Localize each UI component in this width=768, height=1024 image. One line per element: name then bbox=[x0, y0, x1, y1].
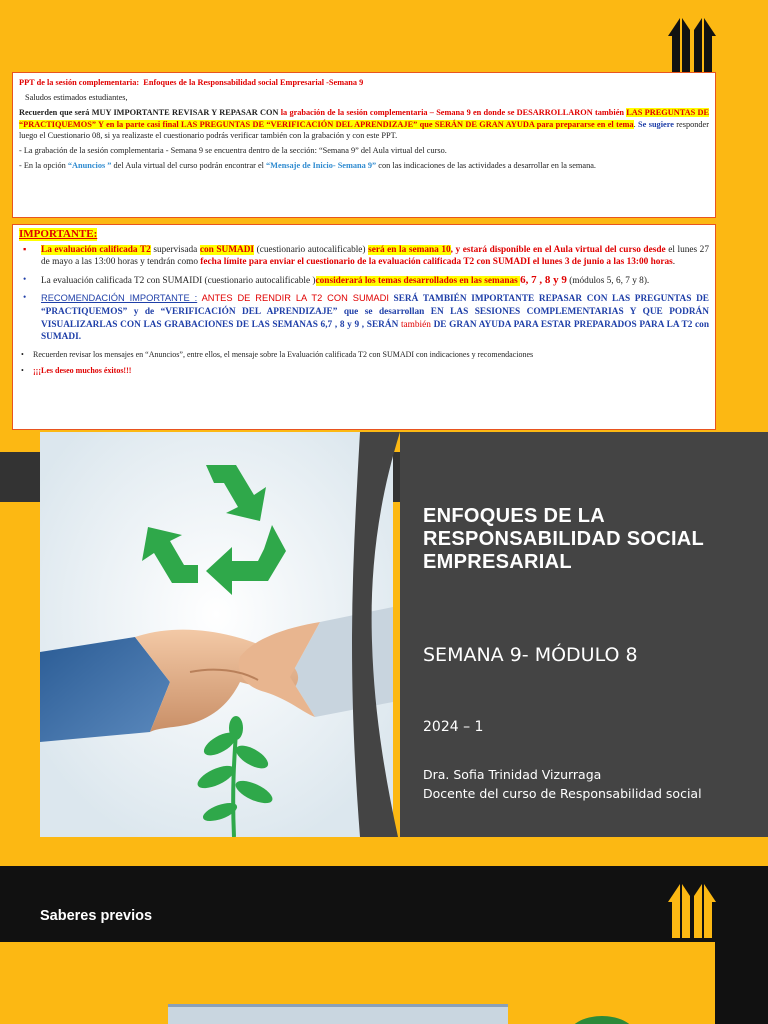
important-heading: IMPORTANTE: bbox=[19, 228, 98, 240]
notice-item-topics: • La evaluación calificada T2 con SUMAIDI (cuestionario autocalificable )considerará los temas desarrollados en las semanas 6, 7 , 8 y 9 (módulos 5, 6, 7 y 8). bbox=[23, 273, 650, 286]
bullet-icon: • bbox=[23, 293, 27, 304]
slide-cover bbox=[0, 432, 768, 864]
greeting-text: Saludos estimados estudiantes, bbox=[25, 93, 128, 103]
message-title: PPT de la sesión complementaria: Enfoques de la Responsabilidad social Empresarial -Semana 9 bbox=[19, 78, 364, 87]
slide3-image bbox=[168, 1004, 508, 1024]
bullet-icon: ▪ bbox=[23, 244, 27, 255]
university-logo-icon bbox=[668, 18, 716, 72]
cover-year: 2024 – 1 bbox=[423, 719, 484, 735]
cover-title: ENFOQUES DE LA RESPONSABILIDAD SOCIAL EMPRESARIAL bbox=[423, 505, 704, 573]
slide-prior-knowledge bbox=[0, 866, 768, 1024]
slide-announcement bbox=[0, 0, 768, 432]
announcements-paragraph: - En la opción “Anuncios ” del Aula virtual del curso podrán encontrar el “Mensaje de Inicio- Semana 9” con las indicaciones de las actividades a desarrollar en la semana. bbox=[19, 161, 596, 171]
bullet-icon: • bbox=[23, 274, 27, 285]
cover-author-block bbox=[423, 765, 702, 803]
notice-item-announcements: • Recuerden revisar los mensajes en “Anuncios”, entre ellos, el mensaje sobre la Evaluación calificada T2 con SUMADI con indicaciones y recomendaciones bbox=[21, 349, 534, 359]
author-name: Dra. Sofia Trinidad Vizurraga bbox=[423, 767, 602, 782]
slide3-green-badge bbox=[568, 1016, 636, 1024]
recording-location-text: - La grabación de la sesión complementaria - Semana 9 se encuentra dentro de la sección: “Semana 9” del Aula virtual del curso. bbox=[19, 146, 447, 156]
important-notice-box bbox=[12, 224, 716, 430]
review-paragraph: Recuerden que será MUY IMPORTANTE REVISAR Y REPASAR CON la grabación de la sesión complementaria – Semana 9 en donde se DESARROLLARON también LAS PREGUNTAS DE “PRACTIQUEMOS” Y en la parte casi final LAS PREGUNTAS DE “VERIFICACIÓN DEL APRENDIZAJE” que SERÁN DE GRAN AYUDA para prepararse en el tema. Se sugiere responder luego el Cuestionario 08, si ya realizaste el cuestionario podrás verificar también con la grabación y con este PPT. bbox=[19, 108, 710, 140]
notice-item-wishes: • ¡¡¡Les deseo muchos éxitos!!! bbox=[21, 365, 132, 375]
slide3-title: Saberes previos bbox=[40, 908, 153, 924]
cover-subtitle: SEMANA 9- MÓDULO 8 bbox=[423, 644, 638, 666]
highlighted-questions: LAS PREGUNTAS DE “PRACTIQUEMOS” Y en la parte casi final LAS PREGUNTAS DE “VERIFICACIÓN DEL APRENDIZAJE” que SERÁN DE GRAN AYUDA para prepararse en el tema bbox=[19, 108, 710, 129]
bullet-icon: • bbox=[21, 349, 24, 359]
notice-item-evaluation: ▪ La evaluación calificada T2 supervisada con SUMADI (cuestionario autocalificable) será en la semana 10, y estará disponible en el Aula virtual del curso desde el lunes 27 de mayo a las 13:00 horas y tendrán como fecha límite para enviar el cuestionario de la evaluación calificada T2 con SUMADI el lunes 3 de junio a las 13:00 horas. bbox=[23, 244, 709, 268]
notice-item-recommendation: • RECOMENDACIÓN IMPORTANTE : ANTES DE RENDIR LA T2 CON SUMADI SERÁ TAMBIÉN IMPORTANTE REPASAR CON LAS PREGUNTAS DE “PRACTIQUEMOS” y de “VERIFICACIÓN DEL APRENDIZAJE” que se desarrollan EN LAS SESIONES COMPLEMENTARIAS Y QUE PODRÁN VISUALIZARLAS CON LAS GRABACIONES DE LAS SEMANAS 6,7 , 8 y 9 , SERÁN también DE GRAN AYUDA PARA ESTAR PREPARADOS PARA LA T2 con SUMADI. bbox=[23, 293, 709, 343]
author-role: Docente del curso de Responsabilidad social bbox=[423, 786, 702, 801]
slide3-header-bar bbox=[0, 866, 715, 942]
university-logo-icon bbox=[668, 884, 716, 938]
intro-message-box bbox=[12, 72, 716, 218]
slide3-side-bar bbox=[715, 866, 768, 1024]
bullet-icon: • bbox=[21, 365, 24, 375]
